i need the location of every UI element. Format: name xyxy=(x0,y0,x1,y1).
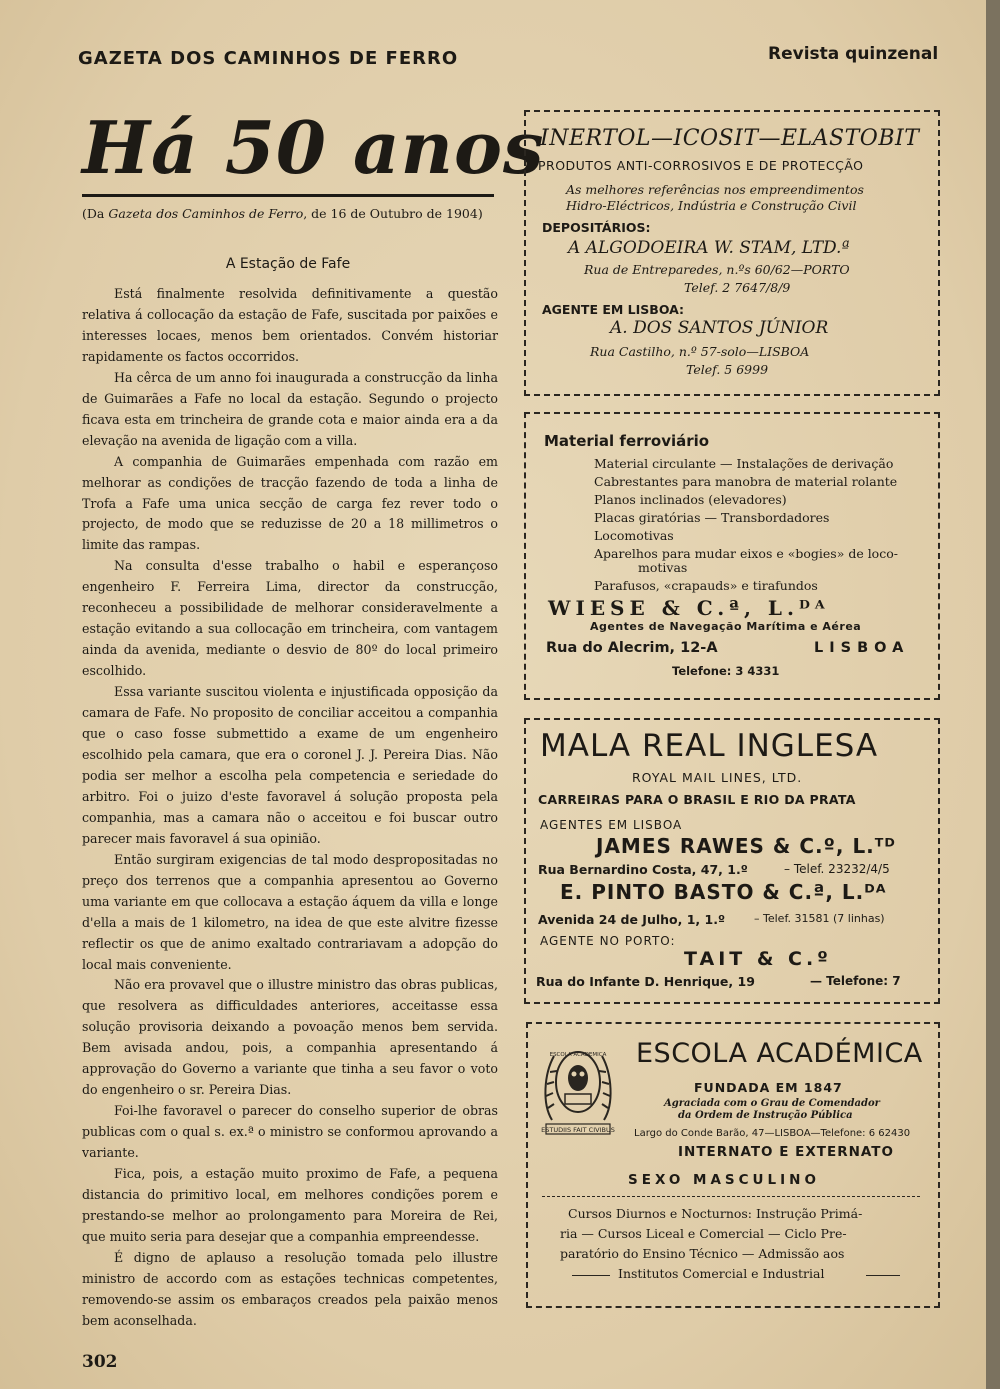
agent-name: E. PINTO BASTO & C.ª, L.ᴰᴬ xyxy=(560,880,887,904)
depositario-address: Rua de Entreparedes, n.ºs 60/62—PORTO xyxy=(584,262,850,277)
source-title: Gazeta dos Caminhos de Ferro xyxy=(108,206,304,221)
agent-address: Avenida 24 de Julho, 1, 1.º xyxy=(538,912,726,927)
company-phone: Telefone: 3 4331 xyxy=(672,664,780,678)
product-item: Material circulante — Instalações de derivação xyxy=(594,456,894,471)
school-sex: SEXO MASCULINO xyxy=(628,1172,820,1188)
ad-brands: INERTOL—ICOSIT—ELASTOBIT xyxy=(540,126,920,151)
agente-address: Rua Castilho, n.º 57-solo—LISBOA xyxy=(590,344,810,359)
ad-inertol xyxy=(524,110,940,396)
ad-tagline: As melhores referências nos empreendimentos xyxy=(566,182,864,197)
emblem-band-text: ESTUDIIS FAIT CIVIBUS xyxy=(541,1126,615,1134)
depositario-phone: Telef. 2 7647/8/9 xyxy=(684,280,791,295)
porto-agent-name: TAIT & C.º xyxy=(684,948,832,970)
agents-label: AGENTES EM LISBOA xyxy=(540,818,683,832)
article-body xyxy=(82,284,498,1332)
agent-name: JAMES RAWES & C.º, L.ᵀᴰ xyxy=(596,834,896,858)
school-founded: FUNDADA EM 1847 xyxy=(694,1080,843,1095)
ad-tagline: Hidro-Eléctricos, Indústria e Construção Civil xyxy=(566,198,857,213)
agente-label: AGENTE EM LISBOA: xyxy=(542,302,685,317)
product-item: Aparelhos para mudar eixos e «bogies» de loco- xyxy=(594,546,898,561)
product-item: Parafusos, «crapauds» e tirafundos xyxy=(594,578,818,593)
article-section-heading: Há 50 anos xyxy=(82,105,545,190)
school-honor: da Ordem de Instrução Pública xyxy=(678,1110,853,1121)
product-item: Planos inclinados (elevadores) xyxy=(594,492,787,507)
article-paragraph: É digno de aplauso a resolução tomada pelo illustre ministro de accordo com as estações technicas competentes, removendo-se assim os embaraços creados pela paixão menos bem aconselhada. xyxy=(82,1249,498,1328)
courses-rule-left xyxy=(572,1275,610,1276)
article-paragraph: Fica, pois, a estação muito proximo de Fafe, a pequena distancia do primitivo local, em melhores condições porem e prestando-se melhor ao prolongamento para Moreira de Rei, que muito seria para desejar que a companhia empreendesse. xyxy=(82,1166,498,1244)
agent-address: Rua Bernardino Costa, 47, 1.º xyxy=(538,862,748,877)
ad-escola-academica xyxy=(526,1022,940,1308)
ad-mala-real xyxy=(524,718,940,1004)
article-paragraph: Está finalmente resolvida definitivamente a questão relativa á collocação da estação de Fafe, suscitada por paixões e interesses locaes, menos bem orientados. Convém historiar rapidamente os factos occorridos. xyxy=(82,286,498,364)
company-name: MALA REAL INGLESA xyxy=(540,728,879,764)
school-divider xyxy=(542,1196,920,1197)
product-item: Cabrestantes para manobra de material rolante xyxy=(594,474,898,489)
page-number: 302 xyxy=(82,1352,118,1372)
company-activity: Agentes de Navegação Marítima e Aérea xyxy=(590,620,862,633)
publication-frequency: Revista quinzenal xyxy=(768,44,939,64)
school-courses: Cursos Diurnos e Nocturnos: Instrução Primá- xyxy=(568,1206,863,1221)
product-item: motivas xyxy=(638,560,688,575)
school-honor: Agraciada com o Grau de Comendador xyxy=(664,1098,880,1109)
article-paragraph: A companhia de Guimarães empenhada com razão em melhorar as condições de tracção fazendo de toda a linha de Trofa a Fafe uma unica secção de carga fez rever todo o projecto, de modo que se reduzisse de 20 a 18 millimetros o limite das rampas. xyxy=(82,453,498,553)
article-paragraph: Essa variante suscitou violenta e injustificada opposição da camara de Fafe. No proposito de conciliar acceitou a companhia que o caso fosse submettido a exame de um engenheiro escolhido pela camara, que era o coronel J. J. Pereira Dias. Não podia ser melhor a escolha pela competencia e seriedade do arbitro. Foi o juizo d'este favoravel á solução proposta pela companhia, mas a camara não o acceitou e foi buscar outro parecer mais favoravel á sua opinião. xyxy=(82,684,498,846)
company-city: LISBOA xyxy=(814,640,910,656)
school-regime: INTERNATO E EXTERNATO xyxy=(678,1144,894,1160)
porto-agent-address: Rua do Infante D. Henrique, 19 xyxy=(536,974,755,989)
emblem-motto-text: ESCOLA ACADEMICA xyxy=(549,1052,607,1058)
porto-agent-phone: — Telefone: 7 xyxy=(810,974,901,988)
page-edge-shadow xyxy=(986,0,1000,1389)
article-paragraph: Ha cêrca de um anno foi inaugurada a construcção da linha de Guimarães a Fafe no local da estação. Segundo o projecto ficava esta em trincheira de grande cota e maior ainda era a da elevação na avenida de ligação com a villa. xyxy=(82,369,498,448)
school-courses: ria — Cursos Liceal e Comercial — Ciclo Pre- xyxy=(560,1226,847,1241)
school-emblem-icon xyxy=(538,1034,618,1146)
ad-subtitle: PRODUTOS ANTI-CORROSIVOS E DE PROTECÇÃO xyxy=(538,158,864,173)
agente-phone: Telef. 5 6999 xyxy=(686,362,769,377)
courses-rule-right xyxy=(866,1275,900,1276)
article-paragraph: Na consulta d'esse trabalho o habil e esperançoso engenheiro F. Ferreira Lima, director da construcção, reconheceu a possibilidade de melhorar consideravelmente a estação evitando a sua collocação em trincheira, com vantagem ainda da avenida, mediante o desvio de 80º do local primeiro escolhido. xyxy=(82,558,498,679)
agente-name: A. DOS SANTOS JÚNIOR xyxy=(610,318,829,338)
source-prefix: (Da xyxy=(82,206,109,221)
depositario-name: A ALGODOEIRA W. STAM, LTD.ª xyxy=(568,238,850,258)
article-paragraph: Foi-lhe favoravel o parecer do conselho superior de obras publicas com o qual s. ex.ª o ministro se conformou aprovando a variante. xyxy=(82,1103,498,1161)
source-suffix: , de 16 de Outubro de 1904) xyxy=(303,206,483,221)
routes: CARREIRAS PARA O BRASIL E RIO DA PRATA xyxy=(538,792,856,807)
ad-wiese xyxy=(524,412,940,700)
school-name: ESCOLA ACADÉMICA xyxy=(636,1038,923,1069)
agent-phone: – Telef. 23232/4/5 xyxy=(784,862,890,876)
article-paragraph: Não era provavel que o illustre ministro das obras publicas, que resolvera as difficuldades anteriores, acceitasse essa solução provisoria deixando a povoação menos bem servida. Bem avisada andou, pois, a companhia apresentando á approvação do Governo a variante que tinha a seu favor o voto do engenheiro o sr. Pereira Dias. xyxy=(82,977,498,1098)
article-paragraph: Então surgiram exigencias de tal modo despropositadas no preço dos terrenos que a companhia apresentou ao Governo uma variante em que collocava a estação áquem da villa e longe d'ella a mais de 1 kilometro, na idea de que este alvitre fizesse reflectir os que de animo exaltado contrariavam a adopção do local mais conveniente. xyxy=(82,851,498,972)
company-name: WIESE & C.ª, L.ᴰᴬ xyxy=(548,596,830,620)
publication-title: GAZETA DOS CAMINHOS DE FERRO xyxy=(78,48,459,69)
school-courses: paratório do Ensino Técnico — Admissão aos xyxy=(560,1246,845,1261)
product-item: Locomotivas xyxy=(594,528,674,543)
ad-heading: Material ferroviário xyxy=(544,432,710,450)
heading-rule xyxy=(82,194,494,197)
article-source xyxy=(82,206,497,221)
depositarios-label: DEPOSITÁRIOS: xyxy=(542,220,651,235)
company-subname: ROYAL MAIL LINES, LTD. xyxy=(632,770,803,785)
article-title: A Estação de Fafe xyxy=(225,256,351,272)
product-item: Placas giratórias — Transbordadores xyxy=(594,510,830,525)
porto-label: AGENTE NO PORTO: xyxy=(540,934,676,948)
agent-phone: – Telef. 31581 (7 linhas) xyxy=(754,912,885,925)
company-address: Rua do Alecrim, 12-A xyxy=(546,640,718,656)
school-address: Largo do Conde Barão, 47—LISBOA—Telefone: 6 62430 xyxy=(634,1128,911,1139)
school-courses: Institutos Comercial e Industrial xyxy=(618,1266,825,1281)
